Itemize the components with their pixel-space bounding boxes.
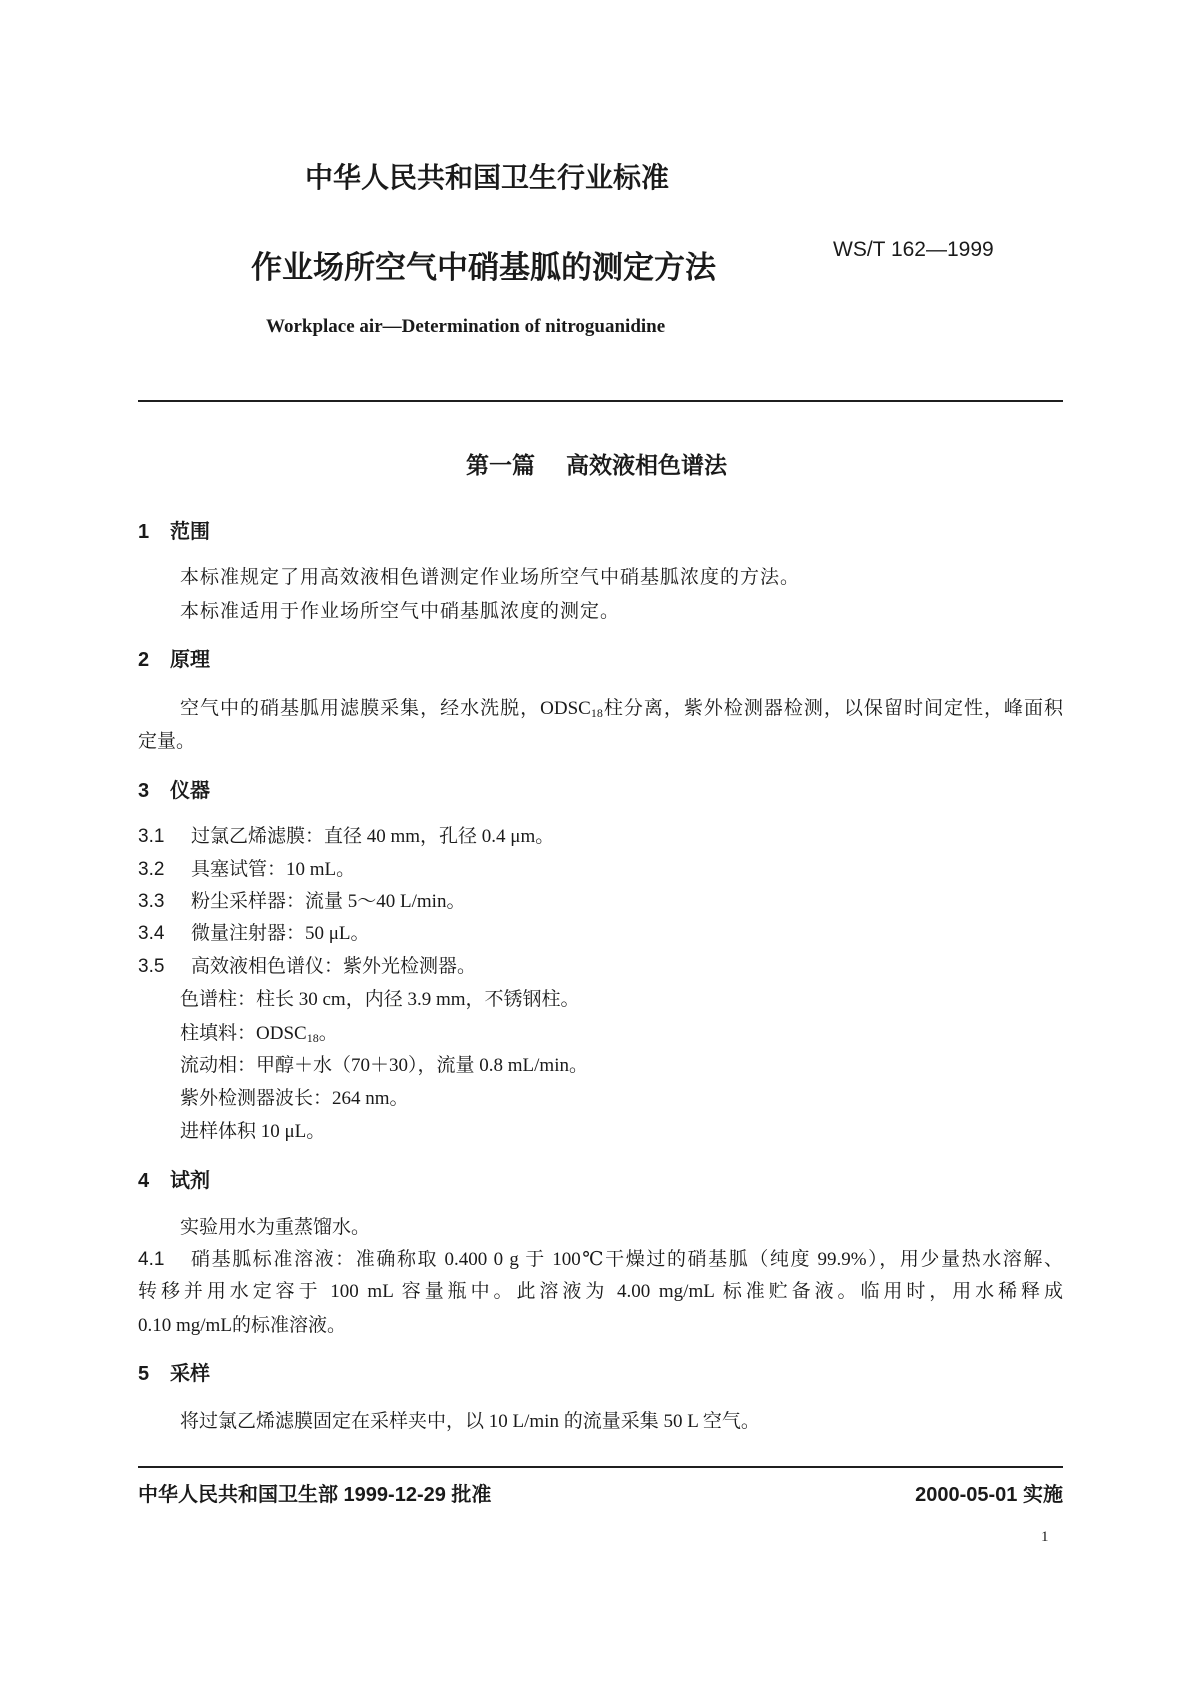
text-run: 。 xyxy=(318,1023,338,1044)
text-run: 柱填料：ODSC xyxy=(180,1023,307,1044)
item-number: 3.3 xyxy=(138,891,165,912)
paragraph-line xyxy=(180,697,1063,721)
section-title: 采样 xyxy=(170,1363,210,1385)
page-number: 1 xyxy=(1041,1529,1049,1545)
item-text: 0.10 mg/mL的标准溶液。 xyxy=(138,1315,346,1336)
text-run: 空气中的硝基胍用滤膜采集，经水洗脱，ODSC xyxy=(180,698,591,719)
subscript: 18 xyxy=(306,1031,319,1045)
section-title: 原理 xyxy=(170,649,210,671)
section-number: 5 xyxy=(138,1363,150,1385)
item-text: 硝基胍标准溶液：准确称取 0.400 0 g 于 100℃干燥过的硝基胍（纯度 99.9%），用少量热水溶解、 xyxy=(191,1249,1063,1270)
item-text: 粉尘采样器：流量 5～40 L/min。 xyxy=(191,891,466,912)
document-title-en: Workplace air—Determination of nitroguanidine xyxy=(266,316,666,337)
condition-line: 流动相：甲醇＋水（70＋30），流量 0.8 mL/min。 xyxy=(180,1055,588,1076)
section-number: 3 xyxy=(138,780,150,802)
item-number: 4.1 xyxy=(138,1249,165,1270)
part-title: 高效液相色谱法 xyxy=(566,452,727,478)
subscript: 18 xyxy=(590,706,603,720)
item-text: 转移并用水定容于 100 mL 容量瓶中。此溶液为 4.00 mg/mL 标准贮备液。临用时，用水稀释成 xyxy=(138,1281,1063,1302)
footer-rule xyxy=(138,1466,1063,1468)
paragraph-line: 定量。 xyxy=(138,731,196,752)
part-label: 第一篇 xyxy=(466,452,535,478)
item-number: 3.1 xyxy=(138,826,165,847)
section-title: 仪器 xyxy=(170,780,210,802)
paragraph-line: 本标准规定了用高效液相色谱测定作业场所空气中硝基胍浓度的方法。 xyxy=(180,567,801,588)
condition-line xyxy=(180,1022,338,1046)
section-title: 试剂 xyxy=(170,1170,210,1192)
item-number: 3.2 xyxy=(138,859,165,880)
paragraph-line: 实验用水为重蒸馏水。 xyxy=(180,1217,371,1238)
item-text: 微量注射器：50 μL。 xyxy=(191,923,370,944)
condition-line: 色谱柱：柱长 30 cm，内径 3.9 mm，不锈钢柱。 xyxy=(180,989,580,1010)
standard-code: WS/T 162—1999 xyxy=(833,238,994,261)
paragraph-line: 本标准适用于作业场所空气中硝基胍浓度的测定。 xyxy=(180,601,621,622)
standard-category: 中华人民共和国卫生行业标准 xyxy=(305,162,670,193)
condition-line: 进样体积 10 μL。 xyxy=(180,1121,326,1142)
item-text: 高效液相色谱仪：紫外光检测器。 xyxy=(191,956,477,977)
item-text: 过氯乙烯滤膜：直径 40 mm，孔径 0.4 μm。 xyxy=(191,826,555,847)
approval-line: 中华人民共和国卫生部 1999-12-29 批准 xyxy=(138,1484,492,1506)
section-number: 4 xyxy=(138,1170,150,1192)
condition-line: 紫外检测器波长：264 nm。 xyxy=(180,1088,409,1109)
text-run: 柱分离，紫外检测器检测，以保留时间定性，峰面积 xyxy=(602,698,1063,719)
item-number: 3.5 xyxy=(138,956,165,977)
document-title-cn: 作业场所空气中硝基胍的测定方法 xyxy=(251,250,716,285)
header-rule xyxy=(138,400,1063,402)
section-title: 范围 xyxy=(170,521,210,543)
implementation-line: 2000-05-01 实施 xyxy=(915,1484,1063,1506)
section-number: 2 xyxy=(138,649,150,671)
section-number: 1 xyxy=(138,521,150,543)
item-number: 3.4 xyxy=(138,923,165,944)
item-text: 具塞试管：10 mL。 xyxy=(191,859,356,880)
paragraph-line: 将过氯乙烯滤膜固定在采样夹中，以 10 L/min 的流量采集 50 L 空气。 xyxy=(180,1411,760,1432)
